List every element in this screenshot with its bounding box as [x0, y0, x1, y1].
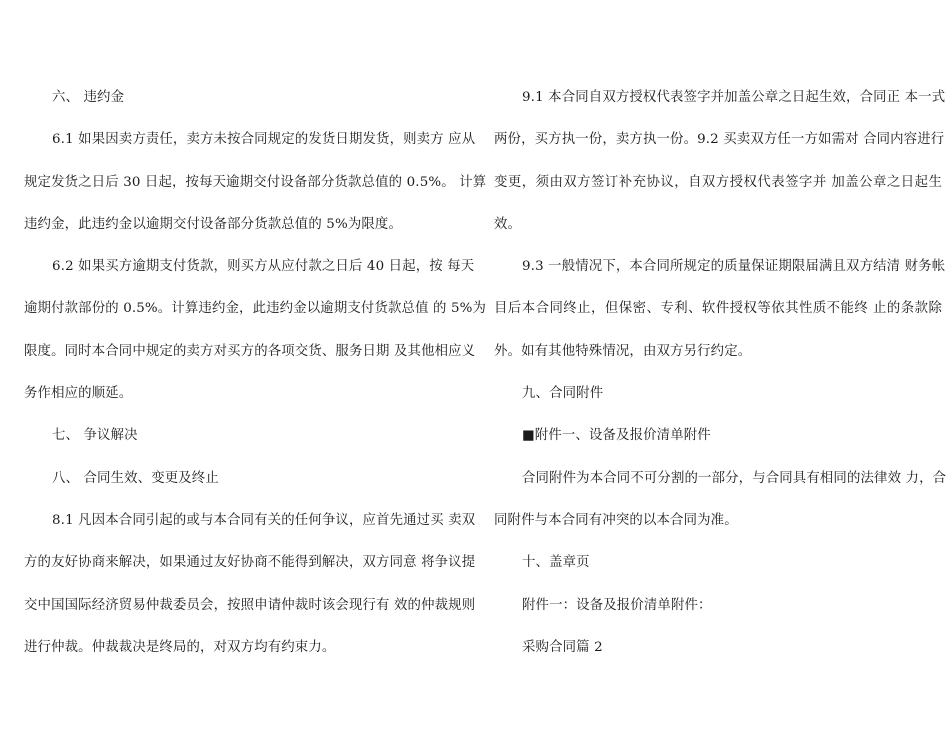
right-column-text-line: 十、盖章页	[522, 555, 590, 571]
right-column-text-line: 外。如有其他特殊情况，由双方另行约定。	[494, 343, 752, 359]
right-column-text-line: 目后本合同终止，但保密、专利、软件授权等依其性质不能终 止的条款除	[494, 301, 942, 317]
left-column-text-line: 6.1 如果因卖方责任，卖方未按合同规定的发货日期发货，则卖方 应从	[52, 132, 476, 148]
right-column-text-line: 变更，须由双方签订补充协议，自双方授权代表签字并 加盖公章之日起生	[494, 174, 942, 190]
left-column-text-line: 8.1 凡因本合同引起的或与本合同有关的任何争议，应首先通过买 卖双	[52, 512, 476, 528]
left-column-text-line: 务作相应的顺延。	[24, 386, 133, 402]
right-column-text-line: ■附件一、设备及报价清单附件	[522, 428, 711, 444]
right-column-text-line: 两份，买方执一份，卖方执一份。9.2 买卖双方任一方如需对 合同内容进行	[494, 132, 945, 148]
left-column-text-line: 八、 合同生效、变更及终止	[52, 470, 219, 486]
right-column-text-line: 合同附件为本合同不可分割的一部分，与合同具有相同的法律效 力，合	[522, 470, 947, 486]
left-column-text-line: 进行仲裁。仲裁裁决是终局的，对双方均有约束力。	[24, 639, 336, 655]
right-text-column	[494, 83, 947, 675]
right-column-text-line: 九、合同附件	[522, 386, 604, 402]
right-column-text-line: 同附件与本合同有冲突的以本合同为准。	[494, 512, 738, 528]
left-column-text-line: 六、 违约金	[52, 90, 125, 105]
left-column-text-line: 规定发货之日后 30 日起，按每天逾期交付设备部分货款总值的 0.5%。 计算	[24, 174, 487, 190]
left-column-text-line: 6.2 如果买方逾期支付货款，则买方从应付款之日后 40 日起，按 每天	[52, 259, 475, 275]
left-column-text-line: 违约金，此违约金以逾期交付设备部分货款总值的 5%为限度。	[24, 216, 403, 232]
right-column-text-line: 9.3 一般情况下，本合同所规定的质量保证期限届满且双方结清 财务帐	[522, 259, 946, 275]
left-text-column	[24, 83, 487, 675]
right-column-text-line: 附件一：设备及报价清单附件：	[522, 597, 712, 613]
left-column-text-line: 限度。同时本合同中规定的卖方对买方的各项交货、服务日期 及其他相应义	[24, 343, 476, 359]
left-column-text-line: 方的友好协商来解决，如果通过友好协商不能得到解决，双方同意 将争议提	[24, 555, 476, 571]
left-column-text-line: 七、 争议解决	[52, 428, 138, 444]
right-column-text-line: 采购合同篇 2	[522, 639, 603, 655]
left-column-text-line: 逾期付款部份的 0.5%。计算违约金，此违约金以逾期支付货款总值 的 5%为	[24, 301, 487, 317]
left-column-text-line: 交中国国际经济贸易仲裁委员会，按照申请仲裁时该会现行有 效的仲裁规则	[24, 597, 476, 613]
right-column-text-line: 9.1 本合同自双方授权代表签字并加盖公章之日起生效，合同正 本一式	[522, 90, 946, 105]
right-column-text-line: 效。	[494, 216, 522, 232]
